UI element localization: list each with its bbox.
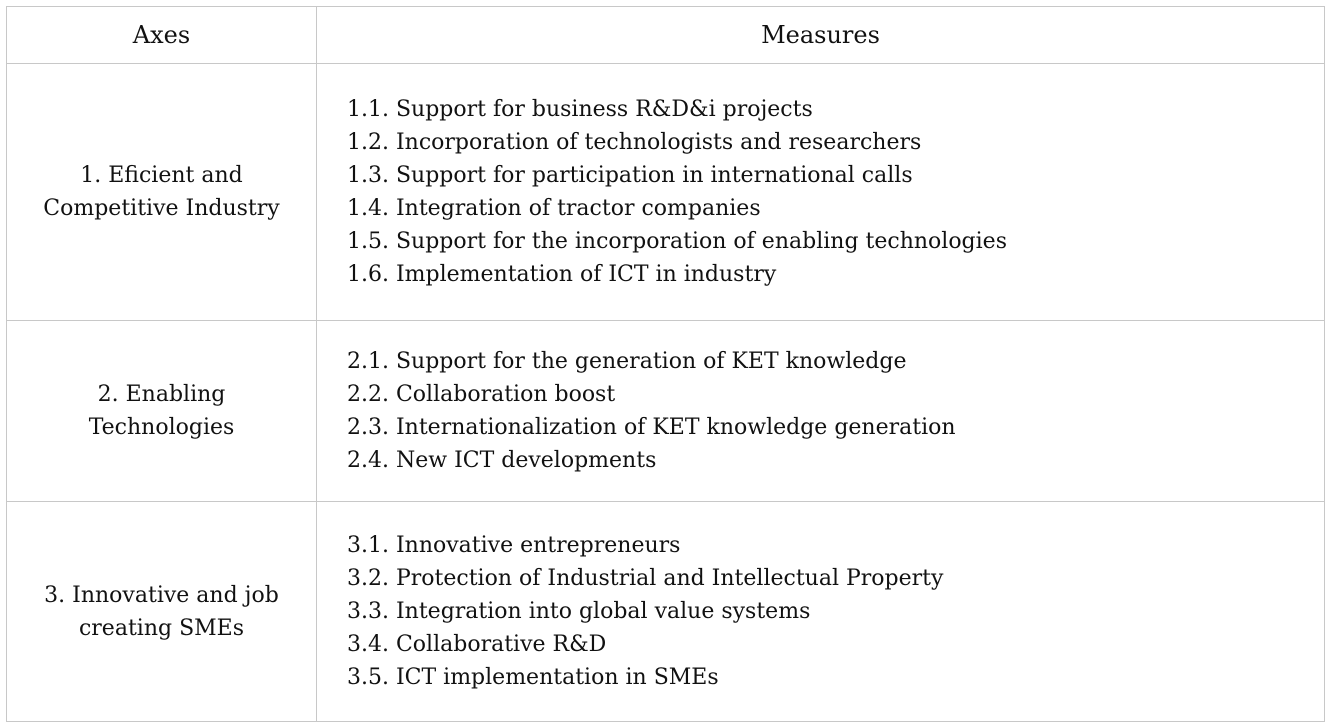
measure-item: 1.4. Integration of tractor companies xyxy=(347,196,761,221)
measure-item: 2.4. New ICT developments xyxy=(347,448,657,473)
measure-item: 3.3. Integration into global value systems xyxy=(347,599,811,624)
table-row xyxy=(7,64,1325,321)
measure-item: 3.1. Innovative entrepreneurs xyxy=(347,533,681,558)
measure-item: 3.5. ICT implementation in SMEs xyxy=(347,665,719,690)
axis-cell: 1. Eficient and Competitive Industry xyxy=(7,64,317,321)
measure-item: 3.2. Protection of Industrial and Intellectual Property xyxy=(347,566,944,591)
measure-item: 2.1. Support for the generation of KET knowledge xyxy=(347,349,907,374)
table-header-row xyxy=(7,7,1325,64)
measure-item: 1.5. Support for the incorporation of enabling technologies xyxy=(347,229,1007,254)
table-row xyxy=(7,321,1325,502)
axes-measures-table-container xyxy=(6,6,1324,722)
measure-item: 1.1. Support for business R&D&i projects xyxy=(347,97,813,122)
measure-item: 3.4. Collaborative R&D xyxy=(347,632,607,657)
measures-list xyxy=(347,529,1314,694)
measures-list xyxy=(347,345,1314,477)
measure-item: 2.2. Collaboration boost xyxy=(347,382,616,407)
measures-list xyxy=(347,93,1314,291)
measure-item: 2.3. Internationalization of KET knowledge generation xyxy=(347,415,956,440)
measures-cell xyxy=(317,502,1325,722)
table-row xyxy=(7,502,1325,722)
measure-item: 1.3. Support for participation in international calls xyxy=(347,163,913,188)
axis-cell: 3. Innovative and job creating SMEs xyxy=(7,502,317,722)
measures-column-header: Measures xyxy=(317,7,1325,64)
measure-item: 1.2. Incorporation of technologists and researchers xyxy=(347,130,922,155)
measures-cell xyxy=(317,64,1325,321)
measures-cell xyxy=(317,321,1325,502)
measure-item: 1.6. Implementation of ICT in industry xyxy=(347,262,777,287)
axes-measures-table xyxy=(6,6,1325,722)
axis-cell: 2. Enabling Technologies xyxy=(7,321,317,502)
axes-column-header: Axes xyxy=(7,7,317,64)
